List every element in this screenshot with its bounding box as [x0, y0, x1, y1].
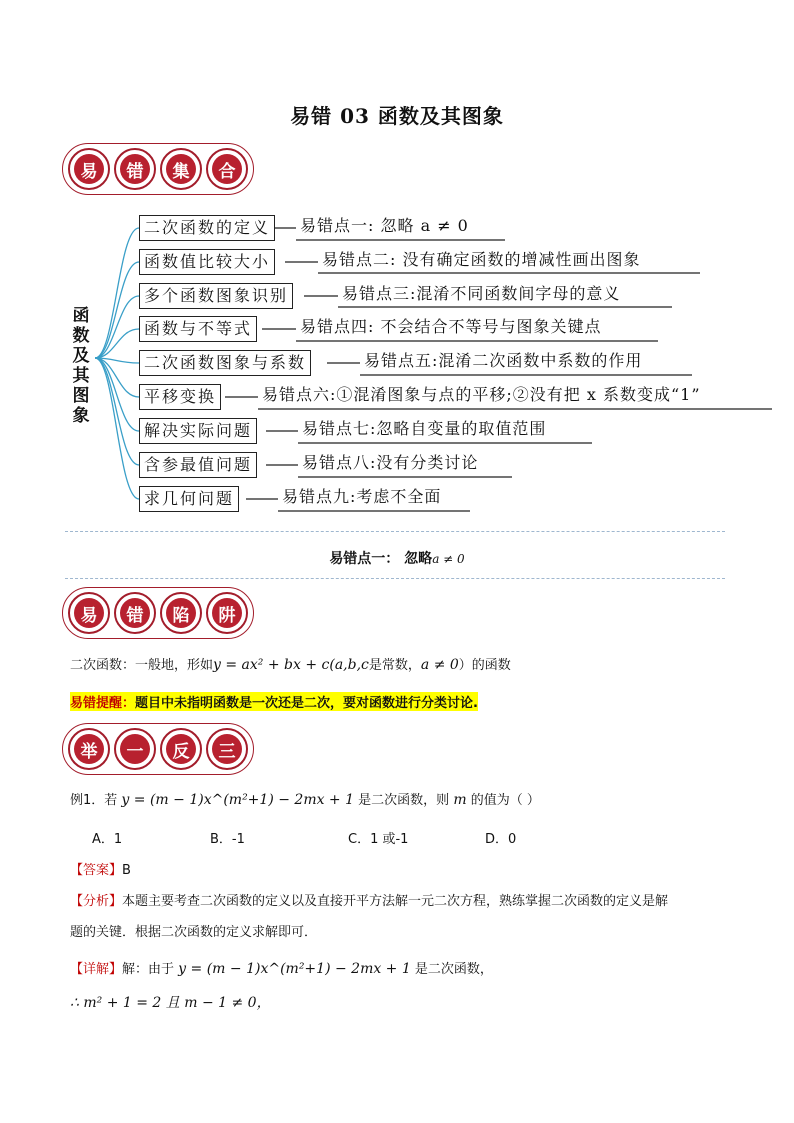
mindmap-topic: 含参最值问题: [139, 452, 257, 478]
definition-line: 二次函数：一般地，形如y = ax² + bx + c(a,b,c是常数，a ≠ 0）的函数: [70, 657, 511, 673]
mindmap-root-label: 函 数 及 其 图 象: [72, 306, 90, 426]
mindmap-point: 易错点六:①混淆图象与点的平移;②没有把 x 系数变成“1”: [262, 385, 701, 404]
mindmap-topic: 二次函数图象与系数: [139, 350, 311, 376]
analysis-line-2: 题的关键．根据二次函数的定义求解即可．: [70, 925, 318, 940]
option-c: C．1 或-1: [348, 832, 409, 847]
solution-line: ∴ m² + 1 = 2 且 m − 1 ≠ 0，: [70, 995, 271, 1011]
detail-line: 【详解】解：由于 y = (m − 1)x^(m²+1) − 2mx + 1 是二次函数，: [70, 961, 493, 977]
divider: [65, 578, 725, 579]
section-header-yicuo-jihe: 易 错 集 合: [68, 148, 252, 190]
mindmap-point: 易错点五:混淆二次函数中系数的作用: [364, 351, 643, 370]
option-d: D．0: [485, 832, 517, 847]
mindmap-point: 易错点二: 没有确定函数的增减性画出图象: [322, 250, 641, 269]
section-header-juyi-fansan: 举 一 反 三: [68, 728, 252, 770]
section-header-yicuo-xianjing: 易 错 陷 阱: [68, 592, 252, 634]
page-title: 易错 03 函数及其图象: [290, 104, 504, 128]
mindmap-topic: 平移变换: [139, 384, 221, 410]
mindmap-point: 易错点七:忽略自变量的取值范围: [302, 419, 547, 438]
mindmap-topic: 函数值比较大小: [139, 249, 275, 275]
divider: [65, 531, 725, 532]
mindmap-topic: 二次函数的定义: [139, 215, 275, 241]
mindmap-topic: 求几何问题: [139, 486, 239, 512]
reminder-line: 易错提醒：题目中未指明函数是一次还是二次，要对函数进行分类讨论.: [70, 692, 478, 711]
mindmap-point: 易错点三:混淆不同函数间字母的意义: [342, 284, 621, 303]
option-a: A．1: [92, 832, 123, 847]
mindmap-point: 易错点八:没有分类讨论: [302, 453, 479, 472]
mindmap-topic: 解决实际问题: [139, 418, 257, 444]
analysis-line-1: 【分析】本题主要考查二次函数的定义以及直接开平方法解一元二次方程，熟练掌握二次函数的定义是解: [70, 894, 669, 909]
mindmap-point: 易错点一: 忽略 a ≠ 0: [300, 216, 469, 235]
mindmap-topic: 多个函数图象识别: [139, 283, 293, 309]
mindmap-point: 易错点九:考虑不全面: [282, 487, 442, 506]
mindmap-topic: 函数与不等式: [139, 316, 257, 342]
option-b: B．-1: [210, 832, 245, 847]
answer-line: 【答案】B: [70, 863, 131, 878]
example-question: 例1．若 y = (m − 1)x^(m²+1) − 2mx + 1 是二次函数，则 m 的值为（ ）: [70, 792, 540, 808]
mindmap-point: 易错点四: 不会结合不等号与图象关键点: [300, 317, 602, 336]
section-title: 易错点一： 忽略a ≠ 0: [329, 551, 465, 567]
